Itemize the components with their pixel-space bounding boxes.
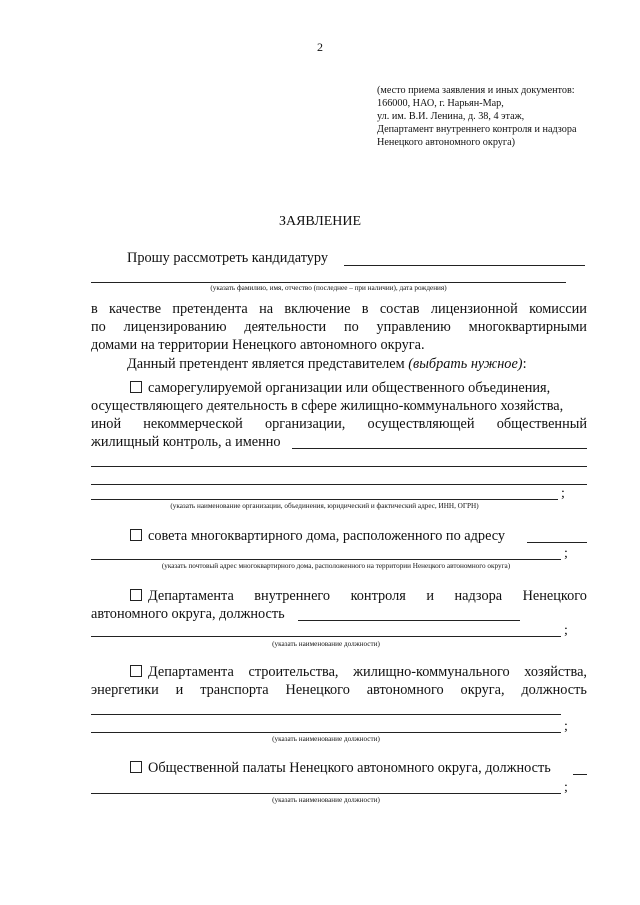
option-chamber-label: Общественной палаты Ненецкого автономного округа, должность — [148, 760, 551, 776]
option-council — [130, 528, 505, 544]
address-line: (место приема заявления и иных документов: — [377, 85, 575, 96]
page-number: 2 — [317, 40, 323, 54]
option-sro-line-4: жилищный контроль, а именно — [91, 434, 281, 450]
dvkn-hint: (указать наименование должности) — [272, 640, 380, 648]
purpose-line-3: домами на территории Ненецкого автономного округа. — [91, 337, 425, 353]
sro-field-line-1[interactable] — [292, 448, 587, 449]
address-line: Департамент внутреннего контроля и надзора — [377, 124, 577, 135]
dvkn-semicolon: ; — [564, 623, 568, 638]
address-block — [377, 84, 576, 149]
option-sro-line-3: иной некоммерческой организации, осуществляющей общественный — [91, 416, 587, 432]
council-hint: (указать почтовый адрес многоквартирного дома, расположенного на территории Ненецкого автономного округа) — [161, 562, 511, 570]
option-sro-label: саморегулируемой организации или общественного объединения, — [148, 380, 551, 396]
council-field-line-2[interactable] — [91, 559, 561, 560]
address-line: ул. им. В.И. Ленина, д. 38, 4 этаж, — [377, 111, 525, 122]
sro-hint: (указать наименование организации, объединения, юридический и фактический адрес, ИНН, ОГРН) — [170, 502, 479, 510]
council-semicolon: ; — [564, 546, 568, 561]
purpose-line-2: по лицензированию деятельности по управлению многоквартирными — [91, 319, 587, 335]
construction-field-line-1[interactable] — [91, 714, 561, 715]
purpose-line-1: в качестве претендента на включение в состав лицензионной комиссии — [91, 301, 587, 317]
chamber-semicolon: ; — [564, 780, 568, 795]
chamber-hint: (указать наименование должности) — [272, 796, 380, 804]
option-dvkn: Департамента внутреннего контроля и надзора Ненецкого — [130, 588, 587, 604]
option-sro-checkbox[interactable] — [130, 381, 142, 393]
address-line: Ненецкого автономного округа) — [377, 137, 515, 148]
fio-field-line-2[interactable] — [91, 282, 566, 283]
representative-line: Данный претендент является представителем (выбрать нужное): — [127, 356, 527, 372]
option-construction-checkbox[interactable] — [130, 665, 142, 677]
fio-hint: (указать фамилию, имя, отчество (последнее – при наличии), дата рождения) — [210, 284, 447, 292]
option-chamber — [130, 760, 551, 776]
option-council-checkbox[interactable] — [130, 529, 142, 541]
sro-semicolon: ; — [561, 486, 565, 501]
document-title: ЗАЯВЛЕНИЕ — [278, 214, 362, 229]
option-construction: Департамента строительства, жилищно-коммунального хозяйства, — [130, 664, 587, 680]
sro-field-line-2[interactable] — [91, 466, 587, 467]
option-sro-line-2: осуществляющего деятельность в сфере жилищно-коммунального хозяйства, — [91, 398, 564, 414]
fio-field-line[interactable] — [344, 265, 585, 266]
construction-semicolon: ; — [564, 719, 568, 734]
sro-field-line-4[interactable] — [91, 499, 558, 500]
option-dvkn-line-2: автономного округа, должность — [91, 606, 285, 622]
address-line: 166000, НАО, г. Нарьян-Мар, — [377, 98, 504, 109]
option-construction-line-2: энергетики и транспорта Ненецкого автономного округа, должность — [91, 682, 587, 698]
dvkn-field-line-1[interactable] — [298, 620, 520, 621]
dvkn-field-line-2[interactable] — [91, 636, 561, 637]
chamber-field-line-2[interactable] — [91, 793, 561, 794]
request-text: Прошу рассмотреть кандидатуру — [127, 250, 329, 266]
sro-field-line-3[interactable] — [91, 484, 587, 485]
chamber-field-line-1[interactable] — [573, 774, 587, 775]
option-sro — [130, 380, 550, 396]
representative-hint: (выбрать нужное) — [408, 356, 523, 372]
option-dvkn-checkbox[interactable] — [130, 589, 142, 601]
council-field-line-1[interactable] — [527, 542, 587, 543]
construction-field-line-2[interactable] — [91, 732, 561, 733]
option-chamber-checkbox[interactable] — [130, 761, 142, 773]
construction-hint: (указать наименование должности) — [272, 735, 380, 743]
option-council-label: совета многоквартирного дома, расположенного по адресу — [148, 528, 506, 544]
